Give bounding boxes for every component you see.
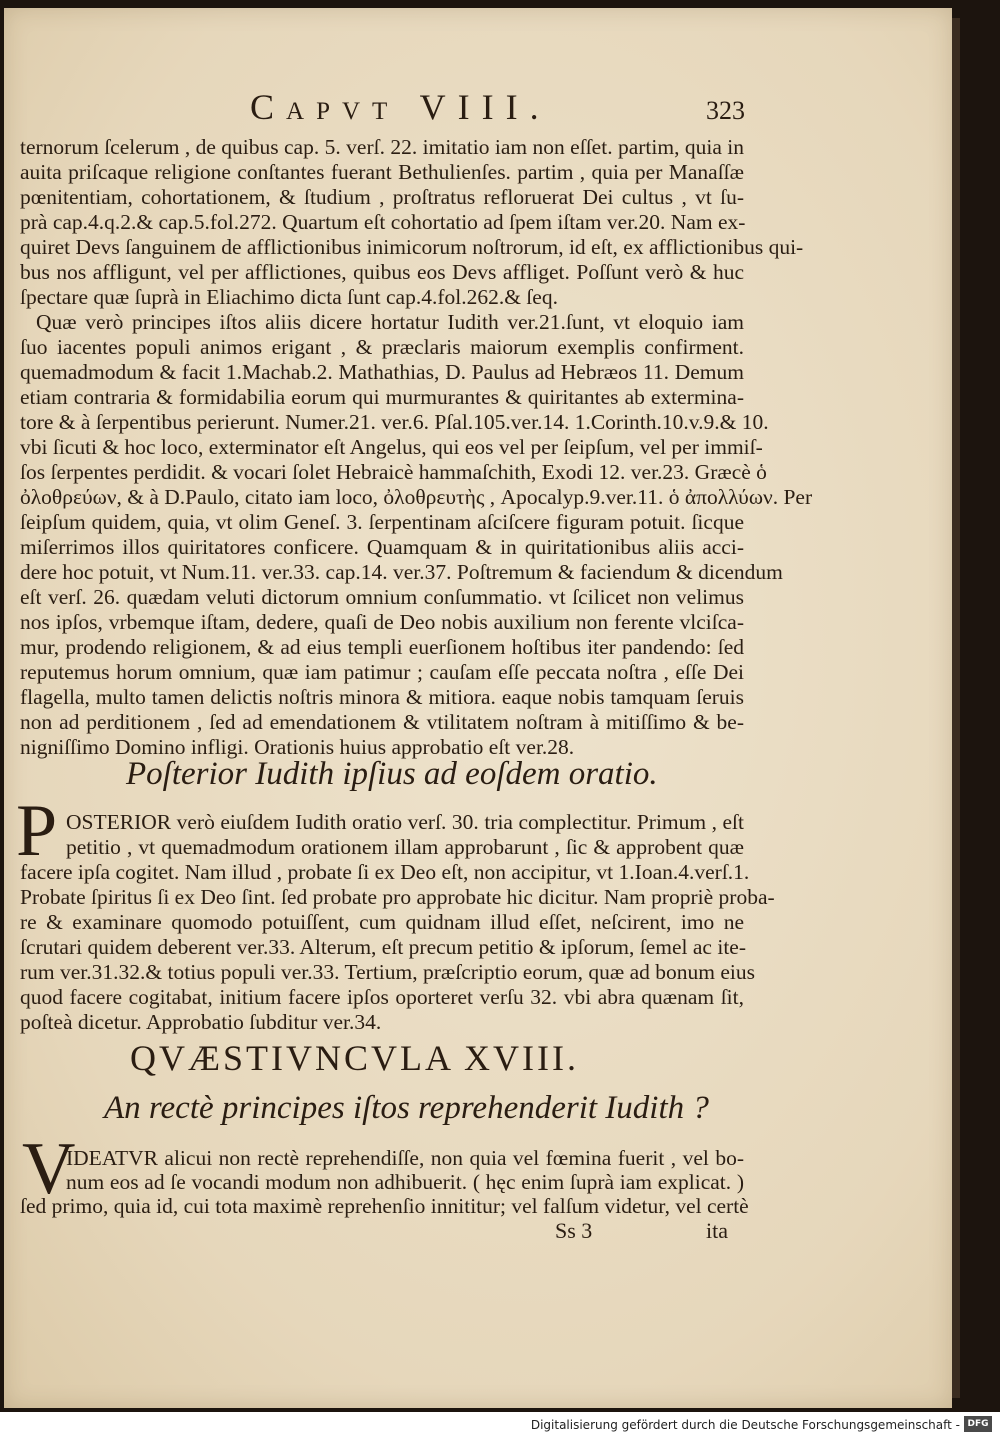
text-line: eſt verſ. 26. quædam veluti dictorum omnium conſummatio. vt ſcilicet non velimus — [20, 585, 744, 609]
text-line: prà cap.4.q.2.& cap.5.fol.272. Quartum eſt cohortatio ad ſpem iſtam ver.20. Nam ex- — [20, 210, 746, 234]
text-line: ſos ſerpentes perdidit. & vocari ſolet Hebraicè hammaſchith, Exodi 12. ver.23. Græcè ὁ — [20, 460, 767, 484]
text-line: ſuo iacentes populi animos erigant , & præclaris maiorum exemplis confirment. — [20, 335, 744, 359]
text-line: ſeipſum quidem, quia, vt olim Geneſ. 3. ſerpentinam aſciſcere figuram potuit. ſicque — [20, 510, 744, 534]
text-line: ternorum ſcelerum , de quibus cap. 5. verſ. 22. imitatio iam non eſſet. partim, quia in — [20, 135, 744, 159]
text-line: IDEATVR alicui non rectè reprehendiſſe, non quia vel fœmina fuerit , vel bo- — [66, 1146, 744, 1170]
text-line: ὀλοθρεύων, & à D.Paulo, citato iam loco, ὀλοθρευτὴς , Apocalyp.9.ver.11. ὁ ἀπολλύων. Per — [20, 485, 813, 509]
text-line: miſerrimos illos quiritatores conficere. Quamquam & in quiritationibus aliis acci- — [20, 535, 744, 559]
text-line: flagella, multo tamen delictis noſtris minora & mitiora. eaque nobis tamquam ſeruis — [20, 685, 744, 709]
text-line: quemadmodum & facit 1.Machab.2. Mathathias, D. Paulus ad Hebræos 11. Demum — [20, 360, 744, 384]
text-line: ſed primo, quia id, cui tota maximè reprehenſio innititur; vel falſum videtur, vel certè — [20, 1194, 749, 1218]
text-line: reputemus horum omnium, quæ iam patimur ; cauſam eſſe peccata noſtra , eſſe Dei — [20, 660, 744, 684]
text-line: pœnitentiam, cohortationem, & ſtudium , proſtratus refloruerat Dei cultus , vt ſu- — [20, 185, 744, 209]
text-line: OSTERIOR verò eiuſdem Iudith oratio verſ. 30. tria complectitur. Primum , eſt — [66, 810, 744, 834]
drop-cap: P — [16, 790, 58, 872]
page-number: 323 — [706, 96, 745, 125]
text-line: Quæ verò principes iſtos aliis dicere hortatur Iudith ver.21.ſunt, vt eloquio iam — [36, 310, 744, 334]
text-line: re & examinare quomodo potuiſſent, cum quidnam illud eſſet, neſcirent, imo ne — [20, 910, 744, 934]
question-heading: QVÆSTIVNCVLA XVIII. — [130, 1038, 579, 1078]
text-line: tore & à ſerpentibus perierunt. Numer.21. ver.6. Pſal.105.ver.14. 1.Corinth.10.v.9.& 10. — [20, 410, 769, 434]
text-line: non ad perditionem , ſed ad emendationem & vtilitatem noſtram à mitiſſimo & be- — [20, 710, 744, 734]
text-line: vbi ſicuti & hoc loco, exterminator eſt Angelus, qui eos vel per ſeipſum, vel per immiſ- — [20, 435, 763, 459]
dfg-logo: DFG — [964, 1416, 992, 1432]
text-line: mur, prodendo religionem, & ad eius templi euerſionem hoſtibus iter pandendo: ſed — [20, 635, 744, 659]
text-line: Probate ſpiritus ſi ex Deo ſint. ſed probate pro approbate hic dicitur. Nam propriè proba- — [20, 885, 775, 909]
section-heading: Poſterior Iudith ipſius ad eoſdem oratio. — [126, 756, 658, 792]
text-line: auita priſcaque religione conſtantes fuerant Bethulienſes. partim , quia per Manaſſæ — [20, 160, 744, 184]
text-line: ſpectare quæ ſuprà in Eliachimo dicta ſunt cap.4.fol.262.& ſeq. — [20, 285, 558, 309]
text-line: quiret Devs ſanguinem de afflictionibus inimicorum noſtrorum, id eſt, ex afflictionibus qui- — [20, 235, 804, 259]
text-line: poſteà dicetur. Approbatio ſubditur ver.34. — [20, 1010, 382, 1034]
text-line: nigniſſimo Domino infligi. Orationis huius approbatio eſt ver.28. — [20, 735, 575, 759]
running-head: Capvt VIII. — [250, 87, 551, 127]
text-line: bus nos affligunt, vel per afflictiones, quibus eos Devs affliget. Poſſunt verò & huc — [20, 260, 744, 284]
question-subheading: An rectè principes iſtos reprehenderit Iudith ? — [104, 1090, 709, 1126]
catchword: ita — [706, 1218, 728, 1243]
text-line: nos ipſos, vrbemque iſtam, dedere, quaſi de Deo nobis auxilium non ferente vlciſca- — [20, 610, 744, 634]
text-line: petitio , vt quemadmodum orationem illam approbarunt , ſic & approbent quæ — [66, 835, 744, 859]
text-line: rum ver.31.32.& totius populi ver.33. Tertium, præſcriptio eorum, quæ ad bonum eius — [20, 960, 755, 984]
text-line: ſcrutari quidem deberent ver.33. Alterum, eſt precum petitio & ipſorum, ſemel ac ite- — [20, 935, 746, 959]
funding-credit: Digitalisierung gefördert durch die Deutsche Forschungsgemeinschaft - — [530, 1418, 960, 1432]
text-line: dere hoc potuit, vt Num.11. ver.33. cap.14. ver.37. Poſtremum & faciendum & dicendum — [20, 560, 783, 584]
drop-cap: V — [22, 1128, 76, 1210]
text-line: etiam contraria & formidabilia eorum qui murmurantes & quiritantes ab extermina- — [20, 385, 744, 409]
text-line: quod facere cogitabat, initium facere ipſos oporteret verſu 32. vbi abra quænam ſit, — [20, 985, 744, 1009]
text-line: facere ipſa cogitet. Nam illud , probate ſi ex Deo eſt, non accipitur, vt 1.Ioan.4.verſ.1. — [20, 860, 750, 884]
signature-mark: Ss 3 — [555, 1218, 593, 1243]
text-line: num eos ad ſe vocandi modum non adhibuerit. ( hęc enim ſuprà iam explicat. ) — [66, 1170, 744, 1194]
page-edge — [952, 18, 960, 1398]
